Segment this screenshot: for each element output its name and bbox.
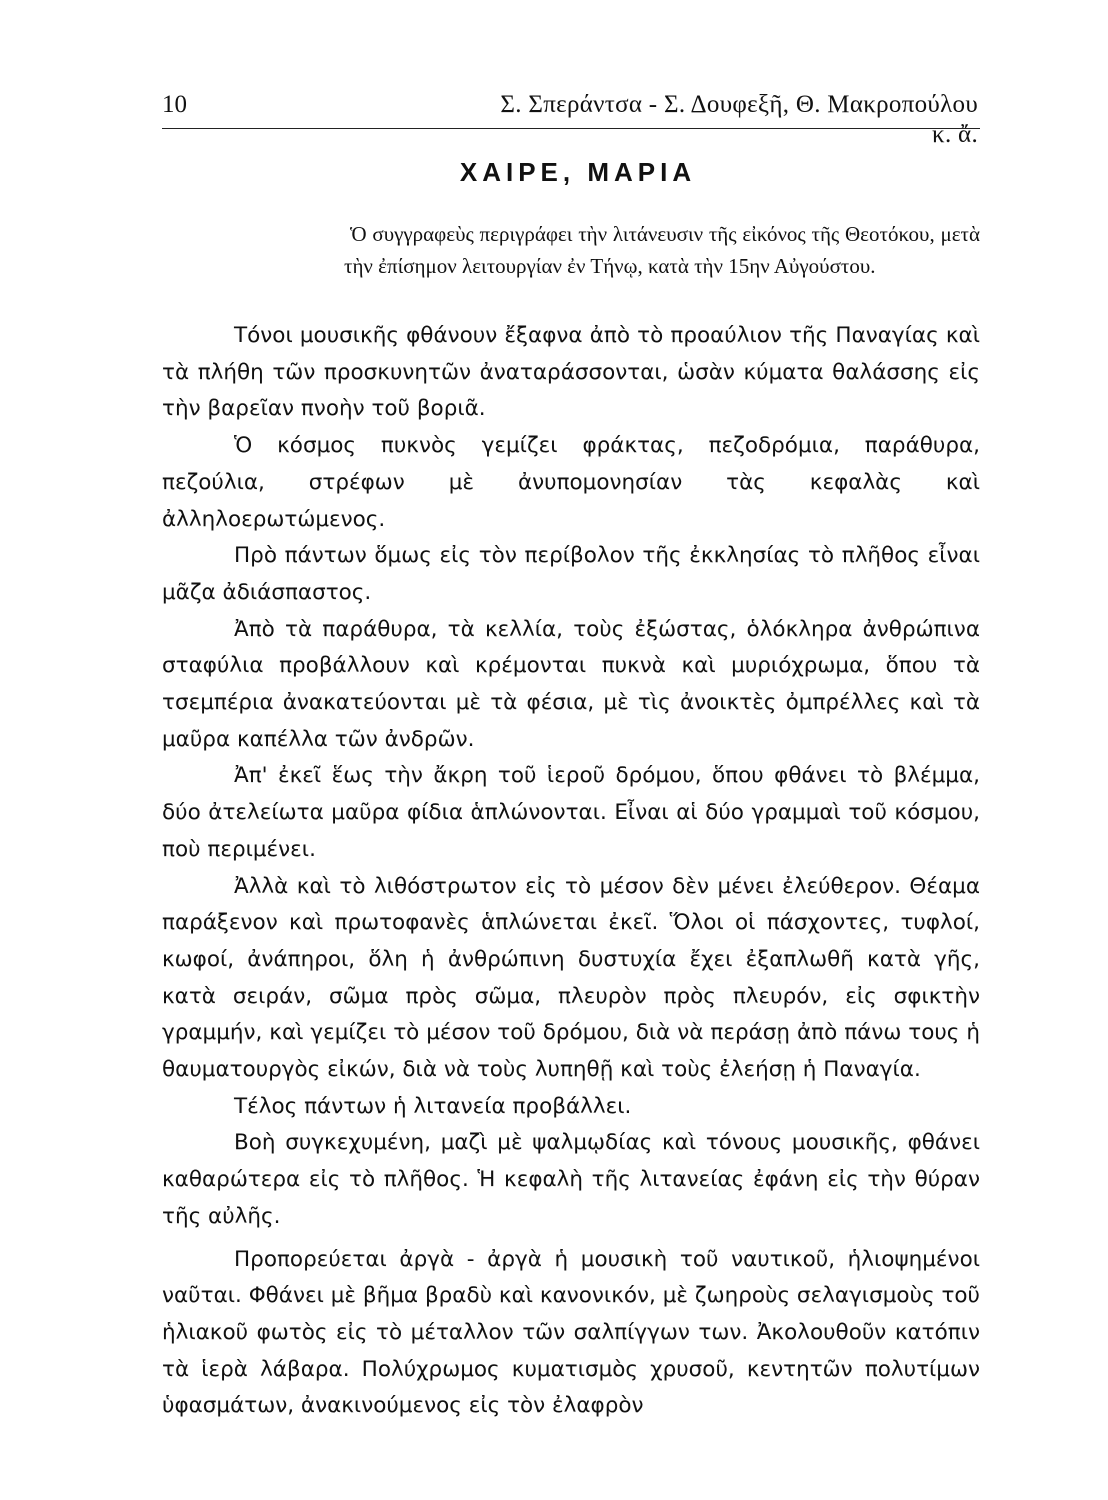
paragraph: Προπορεύεται ἀργὰ - ἀργὰ ἡ μουσικὴ τοῦ ναυτικοῦ, ἡλιοψημένοι ναῦται. Φθάνει μὲ βῆμα βραδὺ καὶ κανονικόν, μὲ ζωηροὺς σελαγισμοὺς τοῦ ἡλιακοῦ φωτὸς εἰς τὸ μέταλλον τῶν σαλπίγγων των. Ἀκολουθοῦν κατόπιν τὰ ἱερὰ λάβαρα. Πολύχρωμος κυματισμὸς χρυσοῦ, κεντητῶν πολυτίμων ὑφασμάτων, ἀνακινούμενος εἰς τὸν ἐλαφρὸν (162, 1246, 980, 1419)
paragraph: Ἀπ' ἐκεῖ ἕως τὴν ἄκρη τοῦ ἱεροῦ δρόμου, ὅπου φθάνει τὸ βλέμμα, δύο ἀτελείωτα μαῦρα φίδια ἁπλώνονται. Εἶναι αἱ δύο γραμμαὶ τοῦ κόσμου, ποὺ περιμένει. (162, 763, 980, 862)
chapter-title: ΧΑΙΡΕ, ΜΑΡΙΑ (459, 157, 697, 187)
page-number: 10 (162, 91, 187, 118)
paragraph: Ἀπὸ τὰ παράθυρα, τὰ κελλία, τοὺς ἐξώστας, ὁλόκληρα ἀνθρώπινα σταφύλια προβάλλουν καὶ κρέμονται πυκνὰ καὶ μυριόχρωμα, ὅπου τὰ τσεμπέρια ἀνακατεύονται μὲ τὰ φέσια, μὲ τὶς ἀνοικτὲς ὀμπρέλλες καὶ τὰ μαῦρα καπέλλα τῶν ἀνδρῶν. (162, 616, 980, 752)
header-rule (162, 128, 980, 129)
body-text (162, 318, 980, 1425)
paragraph: Ὁ κόσμος πυκνὸς γεμίζει φράκτας, πεζοδρόμια, παράθυρα, πεζούλια, στρέφων μὲ ἀνυπομονησίαν τὰς κεφαλὰς καὶ ἀλληλοερωτώμενος. (162, 433, 980, 532)
paragraph: Πρὸ πάντων ὅμως εἰς τὸν περίβολον τῆς ἐκκλησίας τὸ πλῆθος εἶναι μᾶζα ἀδιάσπαστος. (162, 543, 980, 605)
paragraph: Τόνοι μουσικῆς φθάνουν ἔξαφνα ἀπὸ τὸ προαύλιον τῆς Παναγίας καὶ τὰ πλήθη τῶν προσκυνητῶν ἀναταράσσονται, ὡσὰν κύματα θαλάσσης εἰς τὴν βαρεῖαν πνοὴν τοῦ βοριᾶ. (162, 323, 980, 422)
paragraph: Βοὴ συγκεχυμένη, μαζὶ μὲ ψαλμῳδίας καὶ τόνους μουσικῆς, φθάνει καθαρώτερα εἰς τὸ πλῆθος. Ἡ κεφαλὴ τῆς λιτανείας ἐφάνη εἰς τὴν θύραν τῆς αὐλῆς. (162, 1130, 980, 1229)
running-head: Σ. Σπεράντσα - Σ. Δουφεξῆ, Θ. Μακροπούλου κ. ἄ. (500, 91, 978, 148)
paragraph: Τέλος πάντων ἡ λιτανεία προβάλλει. (234, 1093, 632, 1119)
paragraph: Ἀλλὰ καὶ τὸ λιθόστρωτον εἰς τὸ μέσον δὲν μένει ἐλεύθερον. Θέαμα παράξενον καὶ πρωτοφανὲς ἁπλώνεται ἐκεῖ. Ὅλοι οἱ πάσχοντες, τυφλοί, κωφοί, ἀνάπηροι, ὅλη ἡ ἀνθρώπινη δυστυχία ἔχει ἐξαπλωθῆ κατὰ γῆς, κατὰ σειράν, σῶμα πρὸς σῶμα, πλευρὸν πρὸς πλευρόν, εἰς σφικτὴν γραμμήν, καὶ γεμίζει τὸ μέσον τοῦ δρόμου, διὰ νὰ περάσῃ ἀπὸ πάνω τους ἡ θαυματουργὸς εἰκών, διὰ νὰ τοὺς λυπηθῇ καὶ τοὺς ἐλεήσῃ ἡ Παναγία. (162, 873, 980, 1083)
chapter-abstract: Ὁ συγγραφεὺς περιγράφει τὴν λιτάνευσιν τῆς εἰκόνος τῆς Θεοτόκου, μετὰ τὴν ἐπίσημον λειτουργίαν ἐν Τήνῳ, κατὰ τὴν 15ην Αὐγούστου. (344, 222, 980, 278)
